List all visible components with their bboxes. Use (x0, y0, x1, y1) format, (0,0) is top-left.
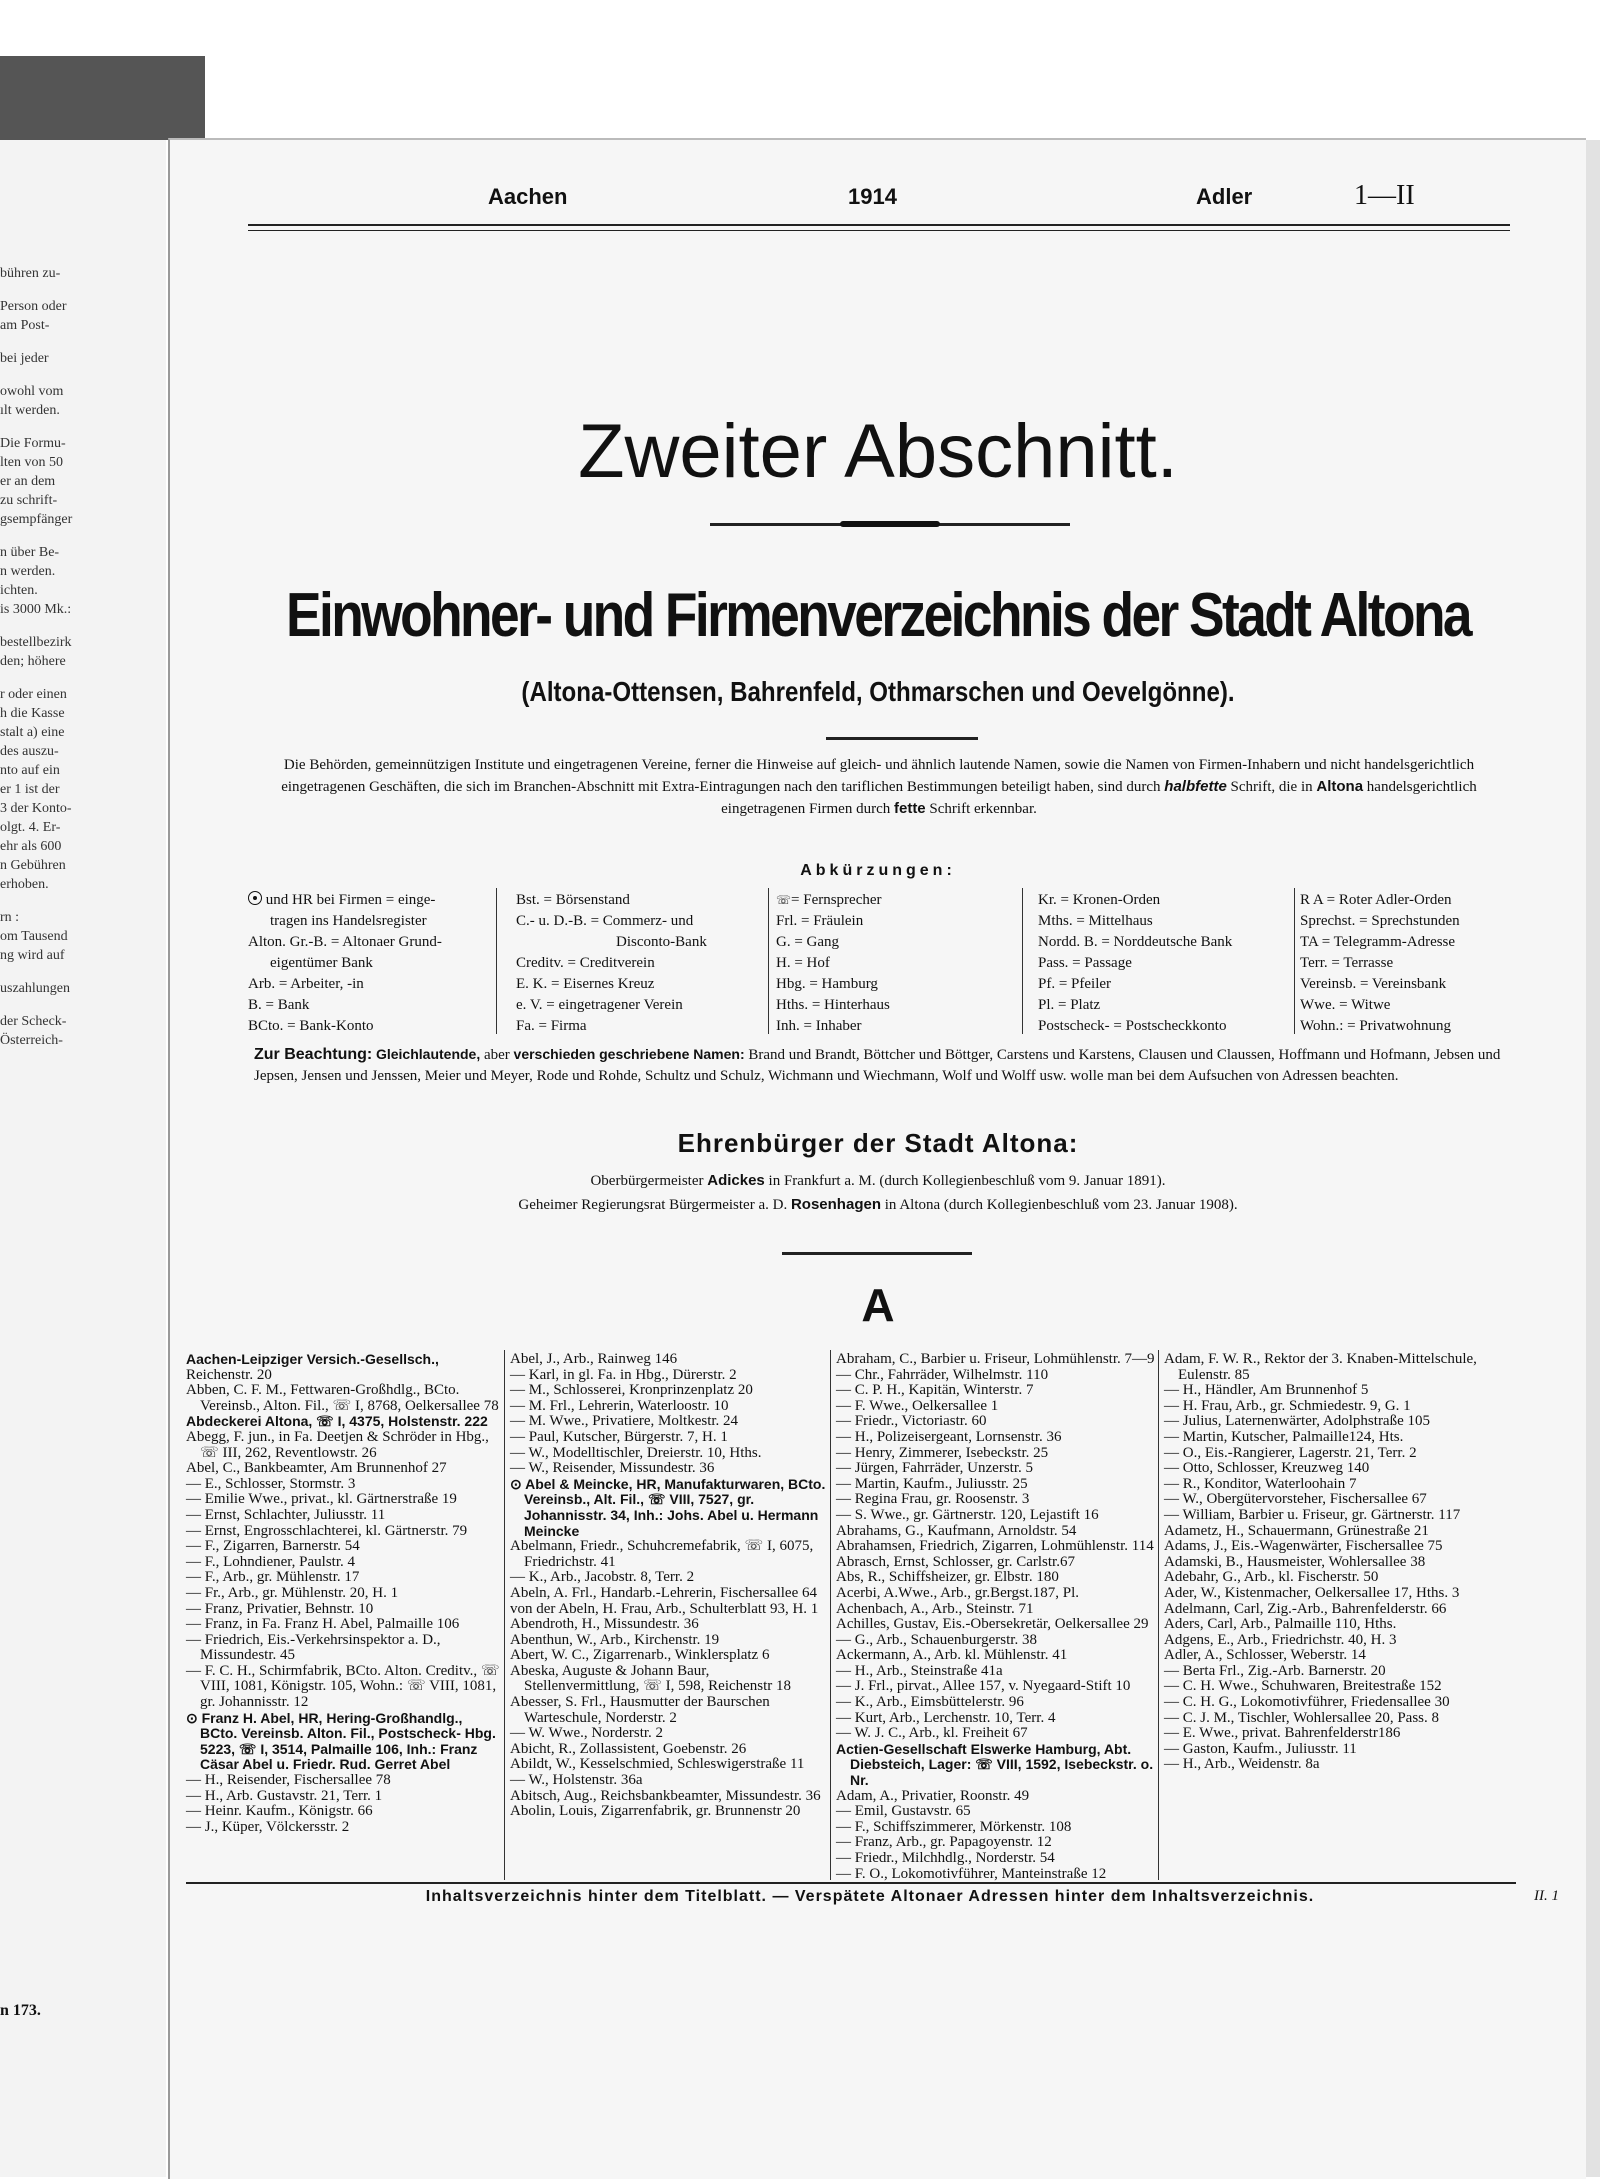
facing-page-line: gsempfänger (0, 512, 73, 527)
facing-page-line: n Gebühren (0, 858, 66, 873)
facing-page-line: bei jeder (0, 351, 49, 366)
abbreviations-col-3 (776, 890, 976, 1037)
directory-entry: Abildt, W., Kesselschmied, Schleswigerstraße 11 (510, 1756, 805, 1773)
abbreviation-item: B. = Bank (248, 997, 310, 1013)
directory-entry: Abeln, A. Frl., Handarb.-Lehrerin, Fischersallee 64 (510, 1584, 817, 1601)
facing-page-line: zu schrift- (0, 493, 58, 508)
abbreviations-col-2 (516, 890, 766, 1037)
facing-page-line: h die Kasse (0, 706, 65, 721)
directory-entry: — Ernst, Schlachter, Juliusstr. 11 (186, 1506, 386, 1523)
facing-page-line: rn : (0, 910, 20, 925)
abbreviation-item: Pf. = Pfeiler (1038, 976, 1112, 992)
abbreviation-item: Wwe. = Witwe (1300, 997, 1391, 1013)
facing-page-line: Die Formu- (0, 436, 66, 451)
directory-entry: von der Abeln, H. Frau, Arb., Schulterblatt 93, H. 1 (510, 1600, 819, 1617)
intro-altona: Altona (1316, 778, 1364, 795)
directory-entry: Achenbach, A., Arb., Steinstr. 71 (836, 1600, 1034, 1617)
abbreviation-item: tragen ins Handelsregister (270, 913, 427, 929)
section-divider (782, 1252, 972, 1255)
directory-entry: — C. P. H., Kapitän, Winterstr. 7 (836, 1382, 1034, 1399)
abbreviation-item: Hths. = Hinterhaus (776, 997, 890, 1013)
facing-page-line (0, 894, 100, 908)
directory-entry: — Regina Frau, gr. Roosenstr. 3 (836, 1491, 1030, 1508)
honorary-citizen-1 (170, 1172, 1586, 1190)
abbreviations-divider (496, 888, 497, 1034)
directory-entry: — G., Arb., Schauenburgerstr. 38 (836, 1631, 1037, 1648)
notice-paragraph (254, 1044, 1514, 1087)
directory-entry: — Paul, Kutscher, Bürgerstr. 7, H. 1 (510, 1428, 728, 1445)
notice-text-1: aber (483, 1047, 510, 1063)
intro-text-2: Schrift, die in (1230, 779, 1313, 795)
abbreviation-item: e. V. = eingetragener Verein (516, 997, 683, 1013)
directory-entry: — C. J. M., Tischler, Wohlersallee 20, Pass. 8 (1164, 1709, 1440, 1726)
directory-entry: — F. O., Lokomotivführer, Manteinstraße 12 (836, 1865, 1107, 1882)
abbreviation-item: Pl. = Platz (1038, 997, 1101, 1013)
directory-entry: — C. H. Wwe., Schuhwaren, Breitestraße 152 (1164, 1678, 1442, 1695)
directory-subtitle: (Altona-Ottensen, Bahrenfeld, Othmarschen und Oevelgönne). (521, 676, 1235, 707)
footer-page-number: II. 1 (1534, 1888, 1559, 1904)
directory-entry: — H., Polizeisergeant, Lornsenstr. 36 (836, 1428, 1062, 1445)
facing-page-line: bestellbezirk (0, 635, 72, 650)
directory-entry: Abs, R., Schiffsheizer, gr. Elbstr. 180 (836, 1569, 1059, 1586)
directory-entry: — Heinr. Kaufm., Königstr. 66 (186, 1803, 373, 1820)
abbreviation-text: = Fernsprecher (791, 892, 882, 908)
directory-entry: Abolin, Louis, Zigarrenfabrik, gr. Brunnenstr 20 (510, 1803, 801, 1820)
facing-page-line (0, 998, 100, 1012)
facing-page-line (0, 335, 100, 349)
directory-entry: — H., Arb., Steinstraße 41a (836, 1662, 1003, 1679)
abbreviation-item: Wohn.: = Privatwohnung (1300, 1018, 1451, 1034)
facing-page-line: stalt a) eine (0, 725, 65, 740)
facing-page-line (0, 368, 100, 382)
title-divider (710, 523, 1070, 526)
abbreviations-col-5 (1300, 890, 1510, 1037)
directory-entry: Abben, C. F. M., Fettwaren-Großhdlg., BCto. Vereinsb., Alton. Fil., ☏ I, 8768, Oelkersallee 78 (186, 1382, 499, 1414)
abbreviation-item: Frl. = Fräulein (776, 913, 864, 929)
directory-entry: — F., Arb., gr. Mühlenstr. 17 (186, 1569, 360, 1586)
facing-page-line: uszahlungen (0, 981, 70, 996)
facing-page-left (0, 56, 166, 2177)
scan-margin-top (0, 0, 1600, 56)
directory-entry: Achilles, Gustav, Eis.-Obersekretär, Oelkersallee 29 (836, 1616, 1149, 1633)
facing-page-line: r oder einen (0, 687, 67, 702)
running-header (248, 180, 1510, 214)
directory-entry: — Friedr., Milchhdlg., Norderstr. 54 (836, 1850, 1055, 1866)
directory-entry: — H., Reisender, Fischersallee 78 (186, 1772, 391, 1789)
directory-entry: Abrahamsen, Friedrich, Zigarren, Lohmühlenstr. 114 (836, 1538, 1154, 1555)
scan-tab-marker (0, 56, 205, 140)
directory-entry: Ader, W., Kistenmacher, Oelkersallee 17, Hths. 3 (1164, 1584, 1460, 1601)
abbreviation-item: Hbg. = Hamburg (776, 976, 878, 992)
directory-entry: Acerbi, A.Wwe., Arb., gr.Bergst.187, Pl. (836, 1584, 1080, 1601)
intro-text-4: Schrift erkennbar. (929, 801, 1037, 817)
directory-entry: Adam, A., Privatier, Roonstr. 49 (836, 1787, 1030, 1804)
directory-entry: Abel, C., Bankbeamter, Am Brunnenhof 27 (186, 1460, 447, 1477)
notice-bold-1: Gleichlautende, (375, 1046, 481, 1062)
abbreviation-item: Fa. = Firma (516, 1018, 587, 1034)
directory-column-2 (510, 1352, 828, 1820)
directory-entry: — Franz, Privatier, Behnstr. 10 (186, 1600, 374, 1617)
directory-entry: Abegg, F. jun., in Fa. Deetjen & Schröder in Hbg., ☏ III, 262, Reventlowstr. 26 (186, 1428, 489, 1461)
directory-entry: Adgens, E., Arb., Friedrichstr. 40, H. 3 (1164, 1631, 1397, 1648)
honorary-citizen-2 (170, 1196, 1586, 1214)
directory-entry: — R., Konditor, Waterloohain 7 (1164, 1475, 1357, 1492)
abbreviations-divider (768, 888, 769, 1034)
honorary-citizen-2-name: Rosenhagen (790, 1196, 881, 1213)
facing-page-line: erhoben. (0, 877, 49, 892)
abbreviation-item: Creditv. = Creditverein (516, 955, 655, 971)
directory-entry: Abel, J., Arb., Rainweg 146 (510, 1351, 678, 1367)
facing-page-line (0, 283, 100, 297)
abbreviation-item: H. = Hof (776, 955, 830, 971)
directory-entry: — H., Arb. Gustavstr. 21, Terr. 1 (186, 1787, 383, 1804)
header-year: 1914 (848, 184, 897, 209)
abbreviation-item: Vereinsb. = Vereinsbank (1300, 976, 1447, 992)
directory-entry: Adelmann, Carl, Zig.-Arb., Bahrenfelderstr. 66 (1164, 1600, 1447, 1617)
directory-entry: — W., Holstenstr. 36a (510, 1772, 643, 1789)
intro-text-3: handelsgerichtlich eingetragenen Firmen durch (721, 779, 1477, 817)
directory-entry: Abert, W. C., Zigarrenarb., Winklersplatz 6 (510, 1647, 770, 1664)
directory-entry: Adamski, B., Hausmeister, Wohlersallee 38 (1164, 1553, 1426, 1570)
abbreviation-item: Arb. = Arbeiter, -in (248, 976, 364, 992)
facing-page-line: is 3000 Mk.: (0, 602, 72, 617)
directory-column-4 (1164, 1352, 1510, 1773)
column-divider (504, 1350, 505, 1880)
abbreviation-item: R A = Roter Adler-Orden (1300, 892, 1452, 908)
abbreviations-col-4 (1038, 890, 1288, 1037)
abbreviation-item: Bst. = Börsenstand (516, 892, 630, 908)
directory-entry: Adams, J., Eis.-Wagenwärter, Fischersallee 75 (1164, 1538, 1443, 1555)
directory-entry: — M., Schlosserei, Kronprinzenplatz 20 (510, 1382, 753, 1399)
abbreviations-title: Abkürzungen: (800, 862, 956, 879)
directory-entry: — E., Schlosser, Stormstr. 3 (186, 1475, 356, 1492)
section-title: Zweiter Abschnitt. (578, 409, 1178, 494)
facing-page-line: om Tausend (0, 929, 68, 944)
directory-entry: — K., Arb., Jacobstr. 8, Terr. 2 (510, 1569, 695, 1586)
footer-rule (186, 1882, 1516, 1884)
subtitle-divider (826, 737, 978, 740)
honorary-citizen-2-title: Geheimer Regierungsrat Bürgermeister a. D. (518, 1197, 788, 1213)
abbreviation-item: E. K. = Eisernes Kreuz (516, 976, 655, 992)
directory-entry: — O., Eis.-Rangierer, Lagerstr. 21, Terr. 2 (1164, 1444, 1417, 1461)
honorary-citizen-2-detail: in Altona (durch Kollegienbeschluß vom 23. Januar 1908). (884, 1197, 1238, 1213)
directory-entry: Aachen-Leipziger Versich.-Gesellsch., (186, 1351, 439, 1367)
abbreviation-item: Nordd. B. = Norddeutsche Bank (1038, 934, 1233, 950)
directory-entry: Reichenstr. 20 (186, 1366, 272, 1383)
directory-entry: — Martin, Kaufm., Juliusstr. 25 (836, 1475, 1028, 1492)
directory-entry: — Jürgen, Fahrräder, Unzerstr. 5 (836, 1460, 1033, 1477)
directory-entry: Actien-Gesellschaft Elswerke Hamburg, Abt. Diebsteich, Lager: ☏ VIII, 1592, Isebeckstr. o. Nr. (836, 1740, 1154, 1789)
directory-entry: Abrahams, G., Kaufmann, Arnoldstr. 54 (836, 1522, 1077, 1539)
notice-bold-2: verschieden geschriebene Namen: (513, 1046, 745, 1062)
directory-entry: — H., Händler, Am Brunnenhof 5 (1164, 1382, 1369, 1399)
directory-entry: — F., Schiffszimmerer, Mörkenstr. 108 (836, 1818, 1072, 1835)
directory-entry: — Karl, in gl. Fa. in Hbg., Dürerstr. 2 (510, 1366, 737, 1383)
directory-entry: — E. Wwe., privat. Bahrenfelderstr186 (1164, 1725, 1401, 1742)
directory-column-3 (836, 1352, 1156, 1882)
facing-page-line: ehr als 600 (0, 839, 62, 854)
directory-entry: — S. Wwe., gr. Gärtnerstr. 120, Lejastift 16 (836, 1506, 1099, 1523)
facing-page-line: owohl vom (0, 384, 64, 399)
header-rule (248, 224, 1510, 231)
directory-entry: — K., Arb., Eimsbüttelerstr. 96 (836, 1694, 1024, 1711)
directory-entry: Abesser, S. Frl., Hausmutter der Baurschen Warteschule, Norderstr. 2 (510, 1694, 770, 1726)
directory-entry: — W., Obergütervorsteher, Fischersallee 67 (1164, 1491, 1427, 1508)
facing-page-line (0, 671, 100, 685)
facing-page-line: Österreich- (0, 1033, 63, 1048)
abbreviation-item: Disconto-Bank (616, 934, 707, 950)
abbreviation-item: Kr. = Kronen-Orden (1038, 892, 1161, 908)
directory-entry: — Julius, Laternenwärter, Adolphstraße 105 (1164, 1413, 1431, 1430)
facing-page-line: ichten. (0, 583, 38, 598)
directory-entry: — J. Frl., pirvat., Allee 157, v. Nyegaard-Stift 10 (836, 1678, 1131, 1695)
directory-entry: Abendroth, H., Missundestr. 36 (510, 1616, 699, 1633)
directory-entry: Adam, F. W. R., Rektor der 3. Knaben-Mittelschule, Eulenstr. 85 (1164, 1351, 1477, 1383)
abbreviations-divider (1294, 888, 1295, 1034)
abbreviation-item: Postscheck- = Postscheckkonto (1038, 1018, 1227, 1034)
directory-entry: — Kurt, Arb., Lerchenstr. 10, Terr. 4 (836, 1709, 1056, 1726)
facing-page-line: lten von 50 (0, 455, 63, 470)
abbreviation-item (776, 890, 976, 911)
abbreviation-item: Inh. = Inhaber (776, 1018, 862, 1034)
directory-entry: — Henry, Zimmerer, Isebeckstr. 25 (836, 1444, 1049, 1461)
directory-page (168, 138, 1586, 2179)
directory-entry: Abicht, R., Zollassistent, Goebenstr. 26 (510, 1740, 747, 1757)
directory-entry: — Gaston, Kaufm., Juliusstr. 11 (1164, 1740, 1357, 1757)
directory-entry: — F., Zigarren, Barnerstr. 54 (186, 1538, 360, 1555)
directory-entry: — Franz, Arb., gr. Papagoyenstr. 12 (836, 1834, 1052, 1851)
abbreviation-item: Sprechst. = Sprechstunden (1300, 913, 1460, 929)
directory-entry: — William, Barbier u. Friseur, gr. Gärtnerstr. 117 (1164, 1506, 1461, 1523)
directory-entry: — H. Frau, Arb., gr. Schmiedestr. 9, G. 1 (1164, 1397, 1411, 1414)
directory-entry: — F. Wwe., Oelkersallee 1 (836, 1397, 999, 1414)
directory-entry: — Emil, Gustavstr. 65 (836, 1803, 971, 1820)
registered-firm-icon (248, 891, 262, 905)
abbreviation-item: Alton. Gr.-B. = Altonaer Grund- (248, 934, 442, 950)
directory-column-1 (186, 1352, 500, 1835)
directory-entry: — W. Wwe., Norderstr. 2 (510, 1725, 664, 1742)
directory-entry: — Chr., Fahrräder, Wilhelmstr. 110 (836, 1366, 1049, 1383)
abbreviation-item: BCto. = Bank-Konto (248, 1018, 374, 1034)
column-divider (1158, 1350, 1159, 1880)
intro-paragraph (248, 755, 1510, 820)
intro-text-1: Die Behörden, gemeinnützigen Institute und eingetragenen Vereine, ferner die Hinweise auf gleich- und ähnlich lautende Namen, sowie die Namen von Firmen-Inhabern und nicht handelsgerichtlich eingetragenen Geschäften, die sich im Branchen-Abschnitt mit Extra-Eintragungen nach den tariflichen Bestimmungen beteiligt haben, sind durch (281, 757, 1475, 795)
abbreviation-item: Terr. = Terrasse (1300, 955, 1394, 971)
directory-entry: ⊙ Abel & Meincke, HR, Manufakturwaren, BCto. Vereinsb., Alt. Fil., ☏ VIII, 7527, gr. Johannisstr. 34, Inh.: Johs. Abel u. Hermann Meincke (510, 1475, 826, 1539)
directory-entry: Abdeckerei Altona, ☏ I, 4375, Holstenstr. 222 (186, 1413, 488, 1430)
abbreviations-divider (1022, 888, 1023, 1034)
column-divider (830, 1350, 831, 1880)
directory-title: Einwohner- und Firmenverzeichnis der Stadt Altona (285, 581, 1471, 650)
header-city: Aachen (488, 184, 568, 209)
telephone-icon: ☏ (776, 893, 792, 907)
facing-page-line: Person oder (0, 299, 67, 314)
directory-entry: — W. J. C., Arb., kl. Freiheit 67 (836, 1725, 1028, 1742)
honorary-citizen-1-name: Adickes (707, 1172, 765, 1189)
abbreviation-text: und HR bei Firmen = einge- (262, 892, 436, 908)
directory-entry: Adametz, H., Schauermann, Grünestraße 21 (1164, 1522, 1429, 1539)
facing-page-line: n werden. (0, 564, 56, 579)
abbreviation-item (248, 890, 448, 911)
page-edge (1584, 140, 1600, 2177)
directory-entry: Abraham, C., Barbier u. Friseur, Lohmühlenstr. 7—9 (836, 1351, 1155, 1367)
facing-page-line: bühren zu- (0, 266, 61, 281)
section-letter: A (861, 1279, 895, 1331)
honorary-citizens-title: Ehrenbürger der Stadt Altona: (677, 1128, 1079, 1158)
directory-entry: — Emilie Wwe., privat., kl. Gärtnerstraße 19 (186, 1491, 457, 1508)
footer-note: Inhaltsverzeichnis hinter dem Titelblatt. — Verspätete Altonaer Adressen hinter dem Inhaltsverzeichnis. (425, 1888, 1315, 1905)
facing-page-line: er an dem (0, 474, 56, 489)
abbreviation-item: TA = Telegramm-Adresse (1300, 934, 1456, 950)
header-letter: Adler (1196, 184, 1253, 209)
directory-entry: — Franz, in Fa. Franz H. Abel, Palmaille 106 (186, 1616, 460, 1633)
facing-page-line: des auszu- (0, 744, 59, 759)
abbreviation-item: G. = Gang (776, 934, 840, 950)
abbreviation-item: eigentümer Bank (270, 955, 373, 971)
directory-entry: — W., Modelltischler, Dreierstr. 10, Hths. (510, 1444, 762, 1461)
directory-entry: — C. H. G., Lokomotivführer, Friedensallee 30 (1164, 1694, 1450, 1711)
directory-entry: — F. C. H., Schirmfabrik, BCto. Alton. Creditv., ☏ VIII, 1081, Königstr. 105, Wohn.: ☏ VIII, 1081, gr. Johannisstr. 12 (186, 1662, 500, 1711)
directory-entry: — M. Wwe., Privatiere, Moltkestr. 24 (510, 1413, 739, 1430)
facing-page-line (0, 529, 100, 543)
directory-entry: Ackermann, A., Arb. kl. Mühlenstr. 41 (836, 1647, 1068, 1664)
facing-page-line (0, 965, 100, 979)
directory-entry: — Berta Frl., Zig.-Arb. Barnerstr. 20 (1164, 1662, 1386, 1679)
facing-page-line: ılt werden. (0, 403, 60, 418)
honorary-citizen-1-title: Oberbürgermeister (590, 1173, 704, 1189)
directory-entry: Aders, Carl, Arb., Palmaille 110, Hths. (1164, 1616, 1397, 1633)
abbreviation-item: Mths. = Mittelhaus (1038, 913, 1153, 929)
directory-entry: Abrasch, Ernst, Schlosser, gr. Carlstr.67 (836, 1553, 1075, 1570)
directory-entry: — H., Arb., Weidenstr. 8a (1164, 1756, 1320, 1773)
facing-page-line: olgt. 4. Er- (0, 820, 61, 835)
abbreviation-item: C.- u. D.-B. = Commerz- und (516, 913, 694, 929)
honorary-citizen-1-detail: in Frankfurt a. M. (durch Kollegienbeschluß vom 9. Januar 1891). (768, 1173, 1166, 1189)
directory-entry: Adebahr, G., Arb., kl. Fischerstr. 50 (1164, 1569, 1379, 1586)
intro-halbfette: halbfette (1164, 778, 1227, 795)
directory-entry: — Otto, Schlosser, Kreuzweg 140 (1164, 1460, 1370, 1477)
directory-entry: — M. Frl., Lehrerin, Waterloostr. 10 (510, 1397, 729, 1414)
facing-page-number: n 173. (0, 2002, 41, 2019)
notice-text-2: Brand und Brandt, Böttcher und Böttger, Carstens und Karstens, Clausen und Claussen, Hoffmann und Hofmann, Jebsen und Jepsen, Jensen und Jenssen, Meier und Meyer, Rode und Rohde, Schultz und Schulz, Wichmann und Wiechmann, Wolf und Wolff usw. wolle man bei dem Aufsuchen von Adressen beachten. (254, 1047, 1501, 1084)
facing-page-line: den; höhere (0, 654, 66, 669)
abbreviations-col-1 (248, 890, 448, 1037)
directory-entry: Abeska, Auguste & Johann Baur, Stellenvermittlung, ☏ I, 598, Reichenstr 18 (510, 1662, 792, 1695)
directory-entry: ⊙ Franz H. Abel, HR, Hering-Großhandlg., BCto. Vereinsb. Alton. Fil., Postscheck- Hbg. 5223, ☏ I, 3514, Palmaille 106, Inh.: Franz Cäsar Abel u. Friedr. Rud. Gerret Abel (186, 1709, 496, 1773)
facing-page-line (0, 420, 100, 434)
facing-page-line: 3 der Konto- (0, 801, 72, 816)
directory-entry: Abenthun, W., Arb., Kirchenstr. 19 (510, 1631, 720, 1648)
directory-entry: — F., Lohndiener, Paulstr. 4 (186, 1553, 356, 1570)
facing-page-line: n über Be- (0, 545, 60, 560)
facing-page-line: er 1 ist der (0, 782, 60, 797)
directory-entry: Abitsch, Aug., Reichsbankbeamter, Missundestr. 36 (510, 1787, 821, 1804)
directory-entry: — Friedr., Victoriastr. 60 (836, 1413, 987, 1430)
facing-page-line: nto auf ein (0, 763, 60, 778)
facing-page-text (0, 264, 100, 1050)
abbreviation-item: Pass. = Passage (1038, 955, 1132, 971)
directory-entry: — J., Küper, Völckersstr. 2 (186, 1818, 350, 1835)
directory-entry: — W., Reisender, Missundestr. 36 (510, 1460, 715, 1477)
facing-page-line: der Scheck- (0, 1014, 67, 1029)
directory-entry: Adler, A., Schlosser, Weberstr. 14 (1164, 1647, 1366, 1664)
directory-entry: — Ernst, Engrosschlachterei, kl. Gärtnerstr. 79 (186, 1522, 468, 1539)
directory-entry: — Fr., Arb., gr. Mühlenstr. 20, H. 1 (186, 1584, 399, 1601)
directory-entry: — Martin, Kutscher, Palmaille124, Hts. (1164, 1428, 1404, 1445)
intro-fette: fette (893, 800, 926, 817)
header-page: 1—II (1354, 180, 1415, 211)
facing-page-line: am Post- (0, 318, 50, 333)
facing-page-line (0, 619, 100, 633)
facing-page-line: ng wird auf (0, 948, 65, 963)
notice-label: Zur Beachtung: (254, 1046, 373, 1063)
directory-entry: — Friedrich, Eis.-Verkehrsinspektor a. D., Missundestr. 45 (186, 1631, 441, 1664)
directory-entry: Abelmann, Friedr., Schuhcremefabrik, ☏ I, 6075, Friedrichstr. 41 (510, 1538, 814, 1570)
